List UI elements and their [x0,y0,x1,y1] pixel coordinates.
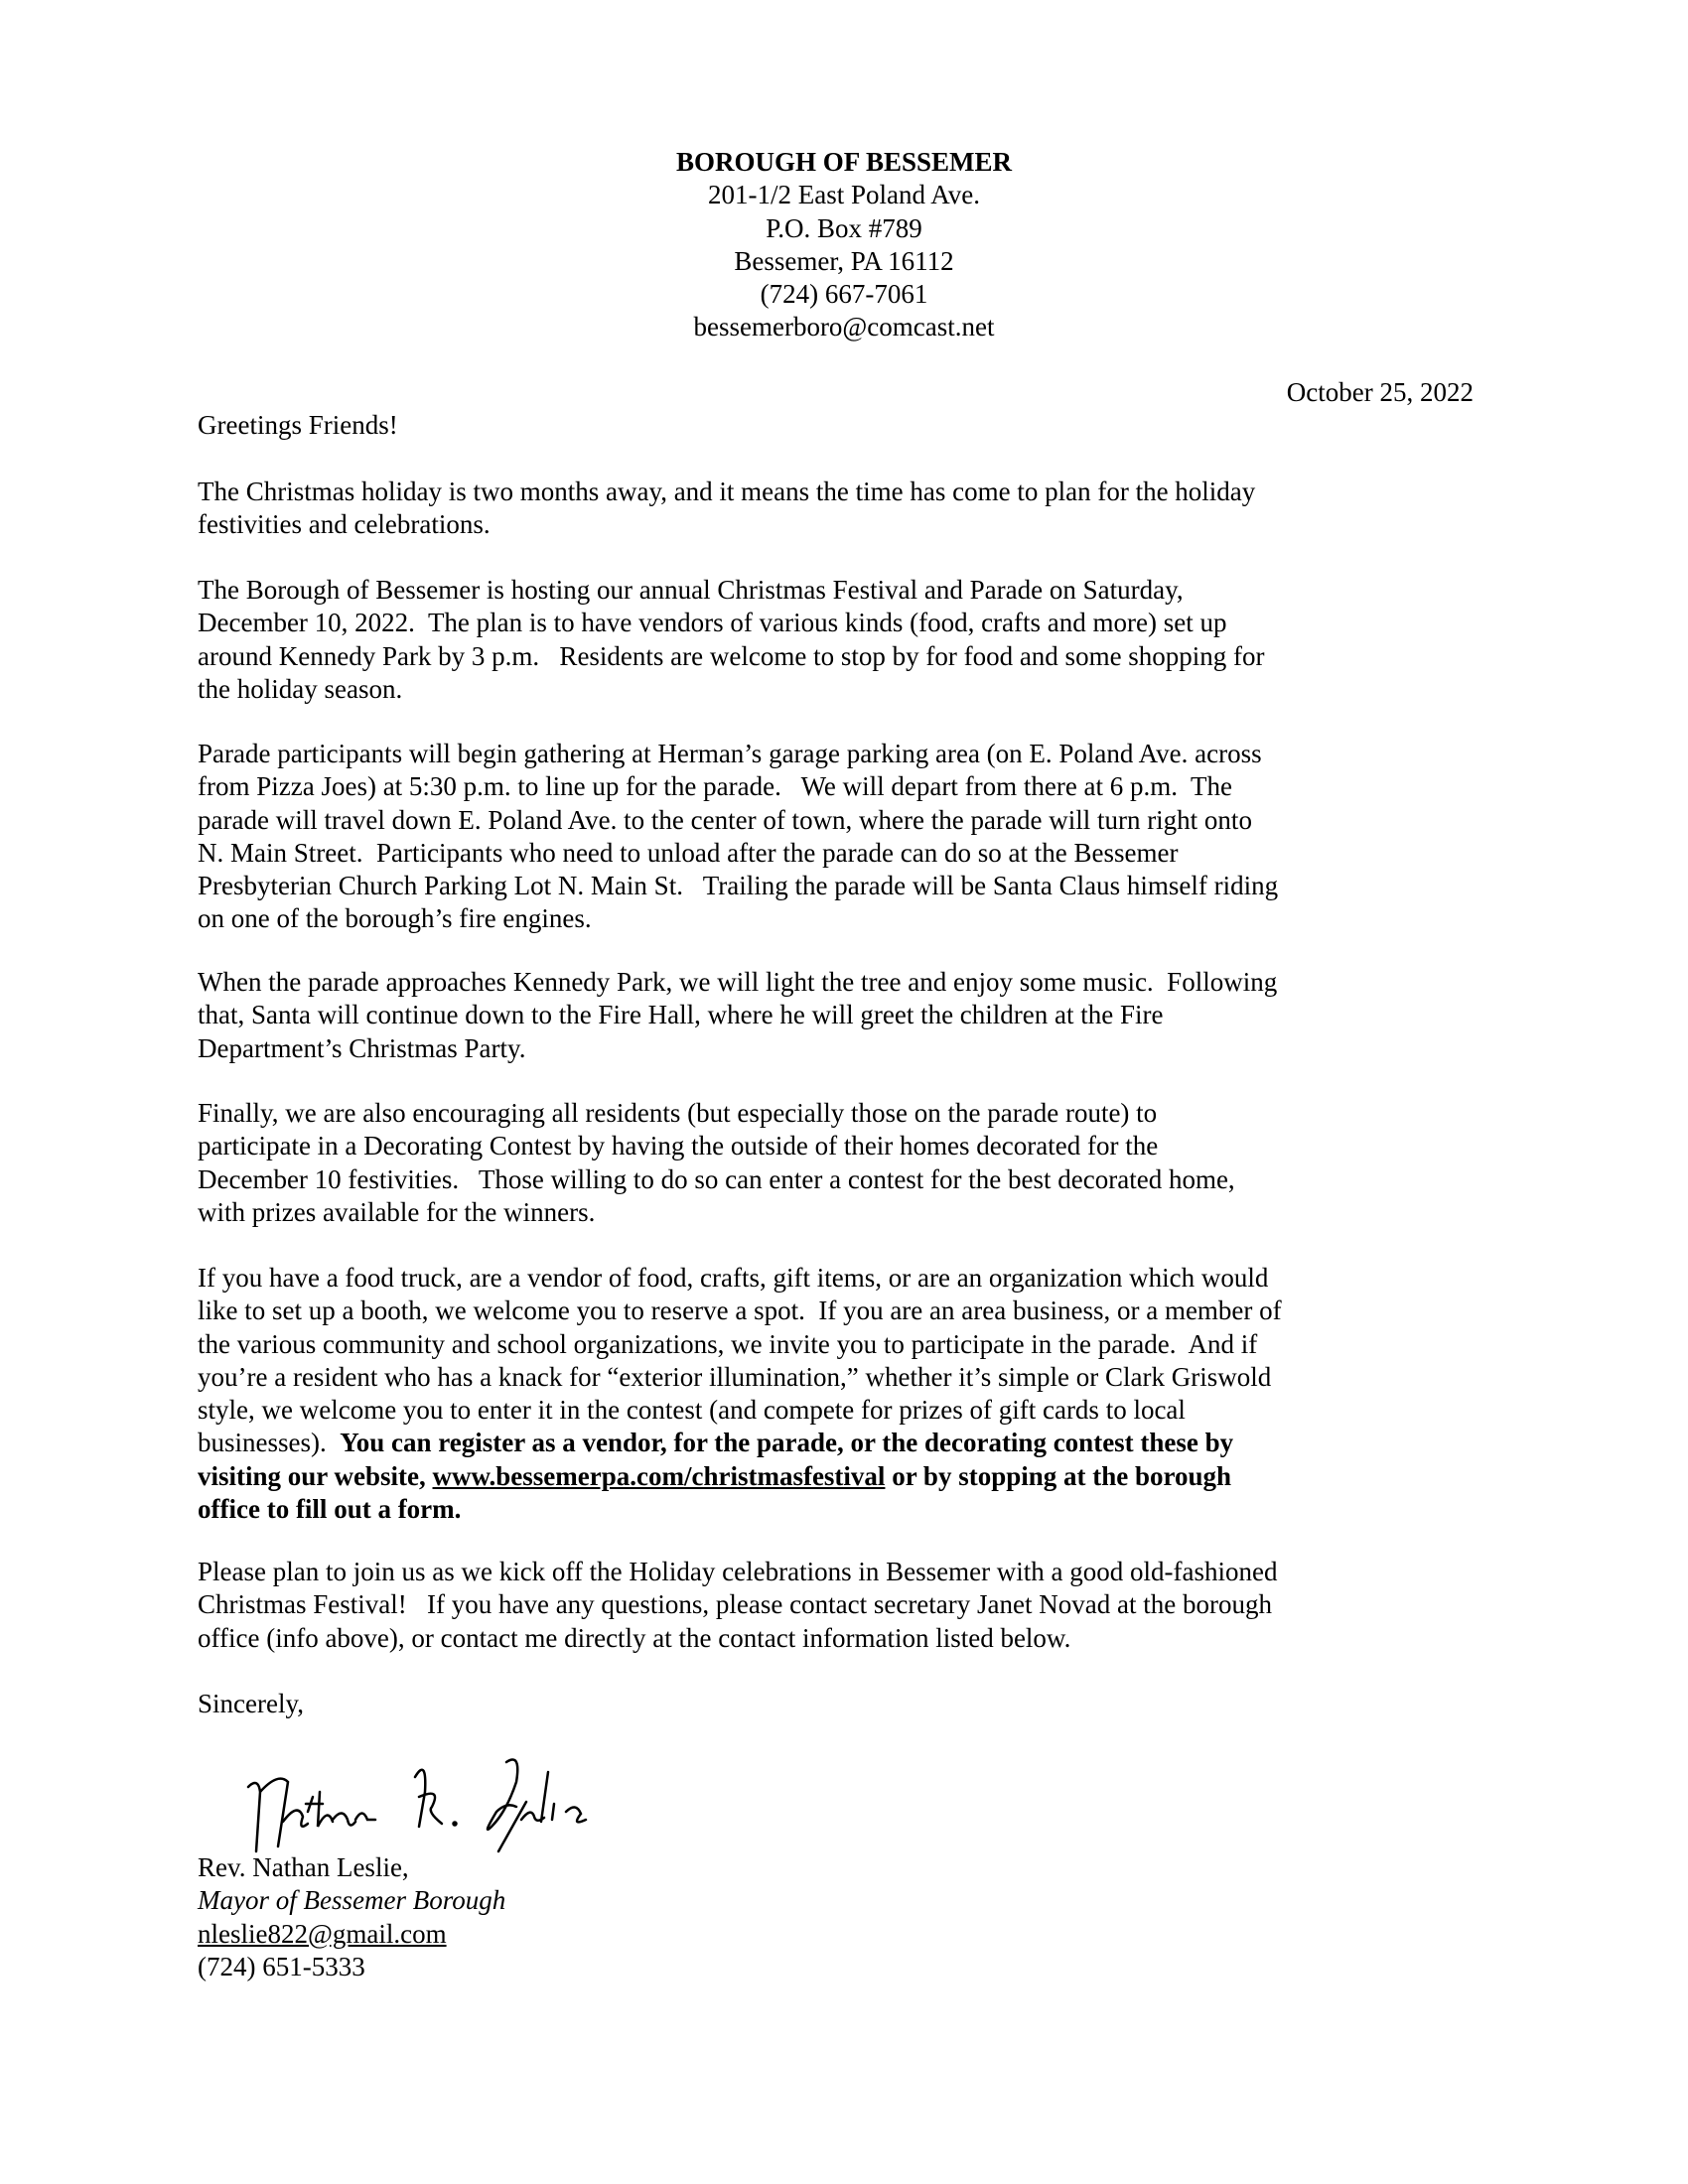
text-line: you’re a resident who has a knack for “exterior illumination,” whether it’s simple or Clark Griswold [198,1361,1272,1392]
text-line: When the parade approaches Kennedy Park, we will light the tree and enjoy some music. Following [198,967,1278,997]
signer-phone: (724) 651-5333 [198,1951,365,1981]
registration-bold: You can register as a vendor, for the parade, or the decorating contest these by [340,1428,1234,1458]
text-line: office (info above), or contact me directly at the contact information listed below. [198,1622,1071,1653]
paragraph-decorating-contest [198,1097,1235,1229]
signer-email-link[interactable]: nleslie822@gmail.com [198,1918,447,1949]
letterhead-phone: (724) 667-7061 [760,279,928,310]
text-line: the holiday season. [198,673,403,704]
letterhead [0,146,1688,344]
text-line: Parade participants will begin gathering at Herman’s garage parking area (on E. Poland Ave. across [198,739,1262,768]
paragraph-tree-lighting [198,966,1277,1065]
text-line: around Kennedy Park by 3 p.m. Residents are welcome to stop by for food and some shopping for [198,640,1265,671]
letter-date: October 25, 2022 [1286,377,1474,407]
letterhead-po-box: P.O. Box #789 [766,212,922,243]
signer-title: Mayor of Bessemer Borough [198,1885,506,1916]
signer-name: Rev. Nathan Leslie, [198,1852,409,1882]
signer-block [198,1851,505,1983]
text-line: from Pizza Joes) at 5:30 p.m. to line up for the parade. We will depart from there at 6 p.m. The [198,771,1233,802]
festival-website-link[interactable]: www.bessemerpa.com/christmasfestival [432,1460,886,1491]
registration-lines [198,1262,1282,1427]
letterhead-city: Bessemer, PA 16112 [734,245,954,276]
paragraph-festival [198,574,1265,706]
paragraph-parade [198,738,1278,936]
text-line: parade will travel down E. Poland Ave. to the center of town, where the parade will turn right onto [198,804,1252,835]
registration-bold: or by stopping at the borough [885,1460,1232,1491]
text-line: participate in a Decorating Contest by having the outside of their homes decorated for the [198,1131,1159,1161]
text-line: that, Santa will continue down to the Fire Hall, where he will greet the children at the Fire [198,1000,1164,1030]
text-line: Christmas Festival! If you have any questions, please contact secretary Janet Novad at the borough [198,1589,1272,1620]
signature [238,1752,655,1861]
text-line: Please plan to join us as we kick off the Holiday celebrations in Bessemer with a good old-fashioned [198,1557,1278,1586]
text-line: The Christmas holiday is two months away, and it means the time has come to plan for the holiday [198,477,1256,506]
paragraph-intro [198,476,1255,542]
paragraph-registration [198,1262,1282,1526]
text-line: on one of the borough’s fire engines. [198,903,592,934]
letterhead-email: bessemerboro@comcast.net [693,312,995,342]
text-line: the various community and school organizations, we invite you to participate in the parade. And if [198,1328,1258,1359]
greeting: Greetings Friends! [198,410,398,440]
text-line: N. Main Street. Participants who need to unload after the parade can do so at the Bessemer [198,837,1179,868]
text-line: Finally, we are also encouraging all residents (but especially those on the parade route) to [198,1098,1158,1128]
paragraph-closing [198,1556,1278,1655]
text-line: style, we welcome you to enter it in the contest (and compete for prizes of gift cards to local [198,1395,1186,1426]
text-line: festivities and celebrations. [198,509,491,540]
text-line: December 10, 2022. The plan is to have vendors of various kinds (food, crafts and more) set up [198,608,1227,638]
closing: Sincerely, [198,1689,304,1718]
letterhead-address: 201-1/2 East Poland Ave. [708,180,980,210]
text-line: The Borough of Bessemer is hosting our annual Christmas Festival and Parade on Saturday, [198,575,1184,605]
registration-bold: office to fill out a form. [198,1494,462,1525]
letterhead-title: BOROUGH OF BESSEMER [675,147,1013,177]
text-line: Department’s Christmas Party. [198,1032,526,1063]
text-line: Presbyterian Church Parking Lot N. Main St. Trailing the parade will be Santa Claus himself riding [198,871,1279,901]
text-line: like to set up a booth, we welcome you to reserve a spot. If you are an area business, or a member of [198,1296,1282,1326]
text-line: December 10 festivities. Those willing to do so can enter a contest for the best decorated home, [198,1163,1235,1194]
registration-bold: visiting our website, [198,1460,433,1491]
text-line: with prizes available for the winners. [198,1196,596,1227]
registration-text: businesses). [198,1428,341,1458]
text-line: If you have a food truck, are a vendor of food, crafts, gift items, or are an organization which would [198,1263,1269,1293]
